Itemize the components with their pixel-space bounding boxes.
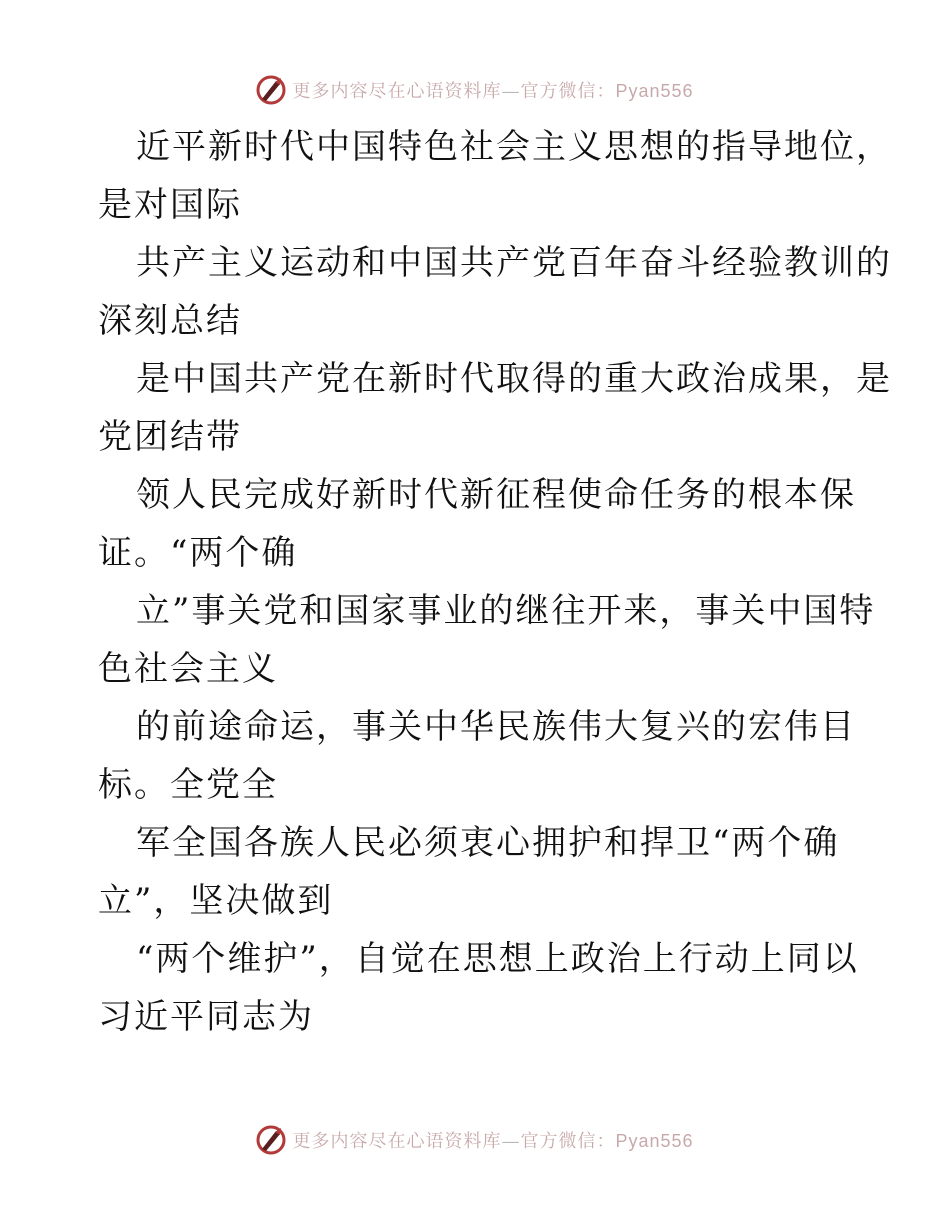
watermark-text xyxy=(292,1127,693,1153)
text-line: 立”事关党和国家事业的继往开来，事关中国特 xyxy=(136,591,876,631)
text-line: 立”，坚决做到 xyxy=(98,881,334,921)
text-line: 标。全党全 xyxy=(98,765,278,805)
document-body xyxy=(98,118,892,1046)
watermark-label: 官方微信： xyxy=(520,81,616,102)
text-line: 习近平同志为 xyxy=(98,997,314,1037)
text-line: “两个维护”，自觉在思想上政治上行动上同以 xyxy=(136,939,859,979)
watermark-text xyxy=(292,77,693,103)
text-line: 党团结带 xyxy=(98,417,242,457)
text-line: 色社会主义 xyxy=(98,649,278,689)
footer-watermark xyxy=(0,1120,950,1160)
watermark-separator: — xyxy=(501,81,521,102)
text-line: 共产主义运动和中国共产党百年奋斗经验教训的 xyxy=(136,243,892,283)
text-line: 深刻总结 xyxy=(98,301,242,341)
text-line: 是对国际 xyxy=(98,185,242,225)
watermark-account: Pyan556 xyxy=(615,1131,694,1151)
text-line: 是中国共产党在新时代取得的重大政治成果，是 xyxy=(136,359,892,399)
header-watermark xyxy=(0,70,950,110)
watermark-main: 更多内容尽在心语资料库 xyxy=(292,1131,502,1152)
text-line: 的前途命运，事关中华民族伟大复兴的宏伟目 xyxy=(136,707,856,747)
quill-logo-icon xyxy=(256,1125,286,1155)
text-line: 近平新时代中国特色社会主义思想的指导地位， xyxy=(136,127,892,167)
watermark-main: 更多内容尽在心语资料库 xyxy=(292,81,502,102)
watermark-separator: — xyxy=(501,1131,521,1152)
text-line: 证。“两个确 xyxy=(98,533,298,573)
watermark-label: 官方微信： xyxy=(520,1131,616,1152)
watermark-account: Pyan556 xyxy=(615,81,694,101)
quill-logo-icon xyxy=(256,75,286,105)
text-line: 领人民完成好新时代新征程使命任务的根本保 xyxy=(136,475,856,515)
text-line: 军全国各族人民必须衷心拥护和捍卫“两个确 xyxy=(136,823,840,863)
